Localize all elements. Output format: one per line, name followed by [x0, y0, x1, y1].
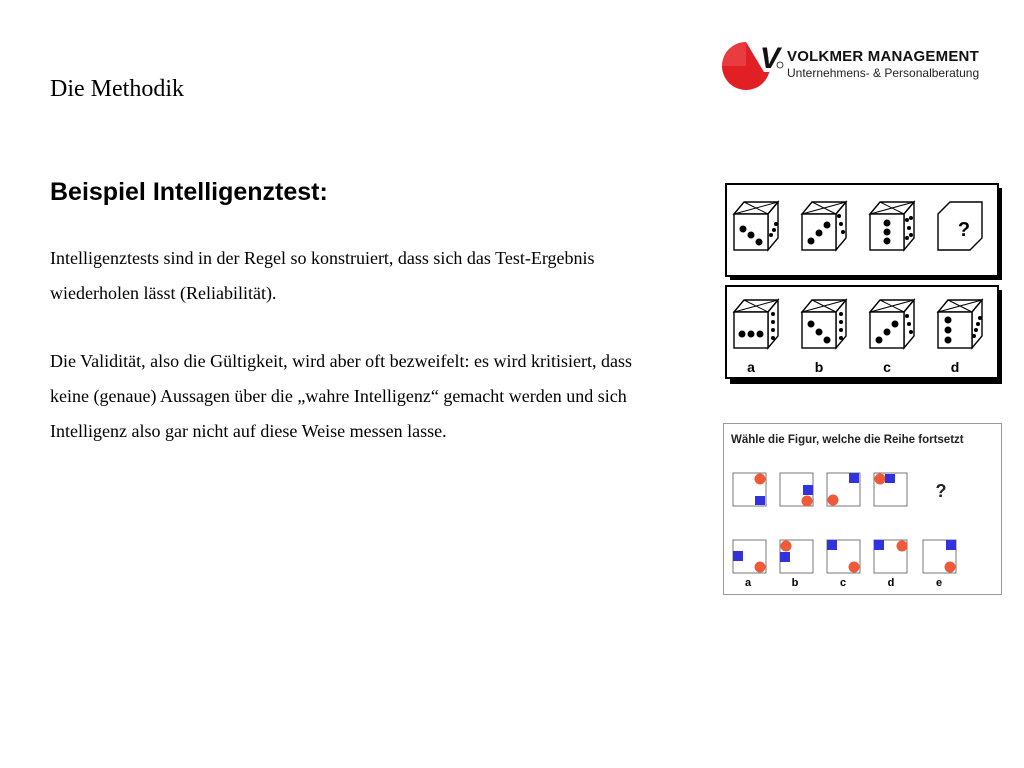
logo-mark-icon	[720, 38, 786, 94]
squares-label-d: d	[887, 577, 895, 589]
cube-2	[802, 202, 846, 250]
company-logo	[720, 38, 1010, 94]
cube-answer-d	[938, 300, 982, 348]
square-answer-e	[923, 540, 956, 573]
dice-label-d: d	[950, 359, 960, 375]
square-3	[827, 473, 860, 506]
logo-mark-letter: V	[760, 42, 781, 75]
logo-company-name: VOLKMER MANAGEMENT	[787, 48, 979, 65]
square-1	[733, 473, 766, 506]
cube-1	[734, 202, 778, 250]
paragraph-reliability: Intelligenztests sind in der Regel so konstruiert, dass sich das Test-Ergebnis wiederholen lässt (Reliabilität).	[50, 248, 595, 303]
squares-question-mark: ?	[935, 481, 947, 501]
square-answer-d	[874, 540, 908, 573]
paragraph-validity: Die Validität, also die Gültigkeit, wird aber oft bezweifelt: es wird kritisiert, dass keine (genaue) Aussagen über die „wahre Intelligenz“ gemacht werden und sich Intelligenz also gar nicht auf diese Weise messen lasse.	[50, 351, 633, 441]
dice-puzzle-figure	[724, 182, 1004, 384]
cube-answer-c	[870, 300, 914, 348]
square-answer-c	[827, 540, 860, 573]
squares-label-b: b	[791, 577, 799, 589]
dice-label-b: b	[814, 359, 824, 375]
squares-label-e: e	[935, 577, 943, 589]
squares-instruction: Wähle die Figur, welche die Reihe fortsetzt	[731, 434, 964, 446]
slide-heading: Beispiel Intelligenztest:	[50, 178, 328, 206]
square-2	[780, 473, 813, 507]
dice-question-mark: ?	[957, 219, 971, 241]
cube-answer-a	[734, 300, 778, 348]
logo-tagline: Unternehmens- & Personalberatung	[787, 66, 980, 80]
dice-label-a: a	[747, 359, 755, 375]
section-title: Die Methodik	[50, 76, 184, 102]
cube-answer-b	[802, 300, 846, 348]
square-4	[874, 473, 907, 506]
square-answer-b	[780, 540, 813, 573]
square-answer-a	[733, 540, 766, 573]
cube-3	[870, 202, 914, 250]
cube-question	[938, 202, 982, 250]
dice-label-c: c	[883, 359, 891, 375]
squares-puzzle-figure	[723, 423, 1003, 596]
squares-label-a: a	[744, 577, 752, 589]
squares-label-c: c	[839, 577, 847, 589]
squares-row-answers	[733, 540, 956, 573]
